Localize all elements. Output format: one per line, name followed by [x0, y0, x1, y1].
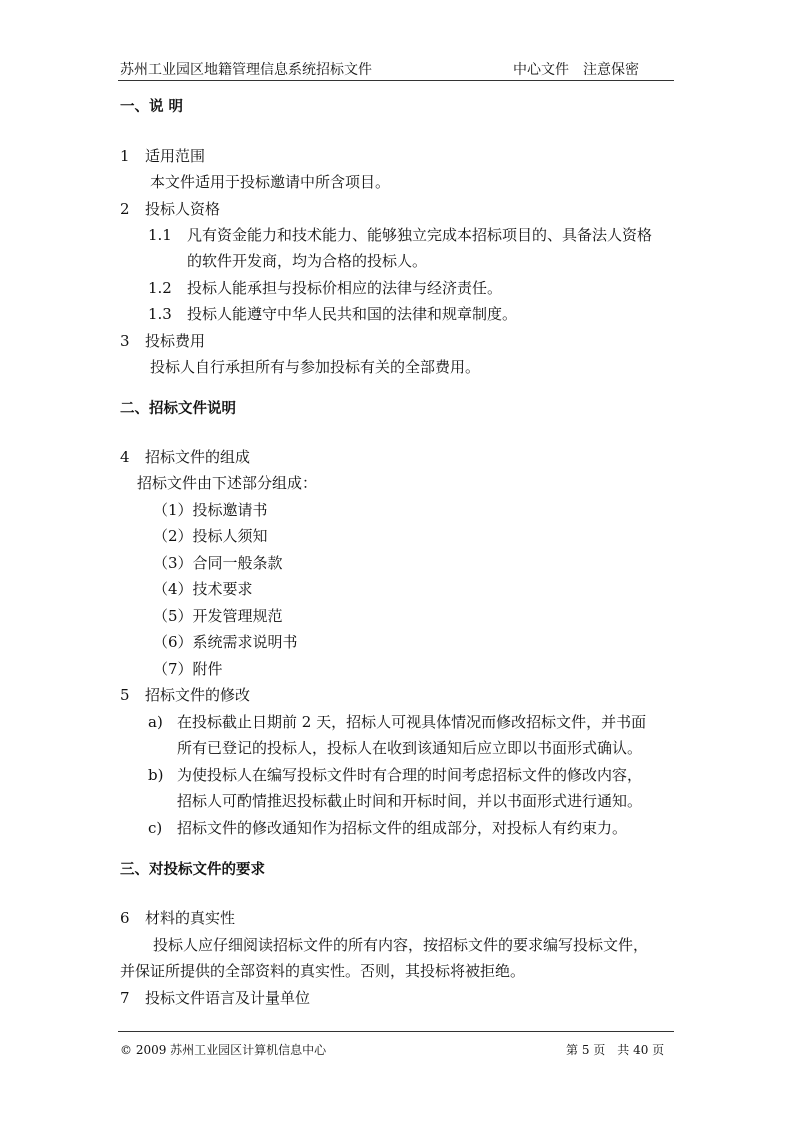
list-item: （5）开发管理规范 [153, 607, 283, 625]
item-5c-marker: c) [148, 819, 163, 837]
section-3-heading: 三、对投标文件的要求 [120, 862, 265, 878]
item-5a-text: 在投标截止日期前 2 天，招标人可视具体情况而修改招标文件，并书面 [177, 713, 647, 731]
list-item: （2）投标人须知 [153, 527, 268, 545]
item-2-2-number: 1.2 [148, 279, 172, 297]
item-1-title: 适用范围 [145, 147, 206, 165]
item-2-1-text-cont: 的软件开发商，均为合格的投标人。 [187, 252, 428, 270]
item-7-title: 投标文件语言及计量单位 [145, 989, 311, 1007]
item-3-number: 3 [120, 332, 130, 350]
item-5b-marker: b) [148, 766, 164, 784]
section-2-heading: 二、招标文件说明 [120, 401, 236, 417]
item-2-3-number: 1.3 [148, 305, 172, 323]
footer-rule [118, 1031, 674, 1032]
item-2-number: 2 [120, 200, 130, 218]
item-5a-marker: a) [148, 713, 163, 731]
item-5-number: 5 [120, 686, 130, 704]
item-4-title: 招标文件的组成 [145, 448, 251, 466]
header-title: 苏州工业园区地籍管理信息系统招标文件 [120, 62, 372, 78]
item-6-text-cont: 并保证所提供的全部资料的真实性。否则，其投标将被拒绝。 [120, 962, 526, 980]
item-5-title: 招标文件的修改 [145, 686, 251, 704]
item-5c-text: 招标文件的修改通知作为招标文件的组成部分，对投标人有约束力。 [177, 819, 628, 837]
list-item: （6）系统需求说明书 [153, 633, 298, 651]
item-3-text: 投标人自行承担所有与参加投标有关的全部费用。 [150, 358, 481, 376]
footer-copyright: © 2009 苏州工业园区计算机信息中心 [120, 1043, 327, 1057]
item-2-3-text: 投标人能遵守中华人民共和国的法律和规章制度。 [187, 305, 518, 323]
item-6-number: 6 [120, 909, 130, 927]
item-2-1-number: 1.1 [148, 226, 172, 244]
section-1-heading: 一、说 明 [120, 99, 184, 115]
item-5b-text-cont: 招标人可酌情推迟投标截止时间和开标时间，并以书面形式进行通知。 [177, 792, 643, 810]
list-item: （1）投标邀请书 [153, 501, 268, 519]
list-item: （3）合同一般条款 [153, 554, 283, 572]
item-3-title: 投标费用 [145, 332, 206, 350]
item-6-text: 投标人应仔细阅读招标文件的所有内容，按招标文件的要求编写投标文件， [153, 936, 649, 954]
item-1-number: 1 [120, 147, 130, 165]
header-confidential: 中心文件 注意保密 [513, 62, 639, 78]
item-5b-text: 为使投标人在编写投标文件时有合理的时间考虑招标文件的修改内容， [177, 766, 643, 784]
list-item: （4）技术要求 [153, 580, 253, 598]
item-6-title: 材料的真实性 [145, 909, 236, 927]
item-7-number: 7 [120, 989, 130, 1007]
list-item: （7）附件 [153, 660, 223, 678]
item-4-intro: 招标文件由下述部分组成： [137, 474, 318, 492]
item-2-1-text: 凡有资金能力和技术能力、能够独立完成本招标项目的、具备法人资格 [187, 226, 653, 244]
footer-page-number: 第 5 页 共 40 页 [566, 1043, 665, 1057]
item-4-number: 4 [120, 448, 130, 466]
item-1-text: 本文件适用于投标邀请中所含项目。 [150, 173, 391, 191]
header-rule [118, 80, 674, 81]
item-5a-text-cont: 所有已登记的投标人，投标人在收到该通知后应立即以书面形式确认。 [177, 739, 643, 757]
item-2-title: 投标人资格 [145, 200, 221, 218]
item-2-2-text: 投标人能承担与投标价相应的法律与经济责任。 [187, 279, 503, 297]
